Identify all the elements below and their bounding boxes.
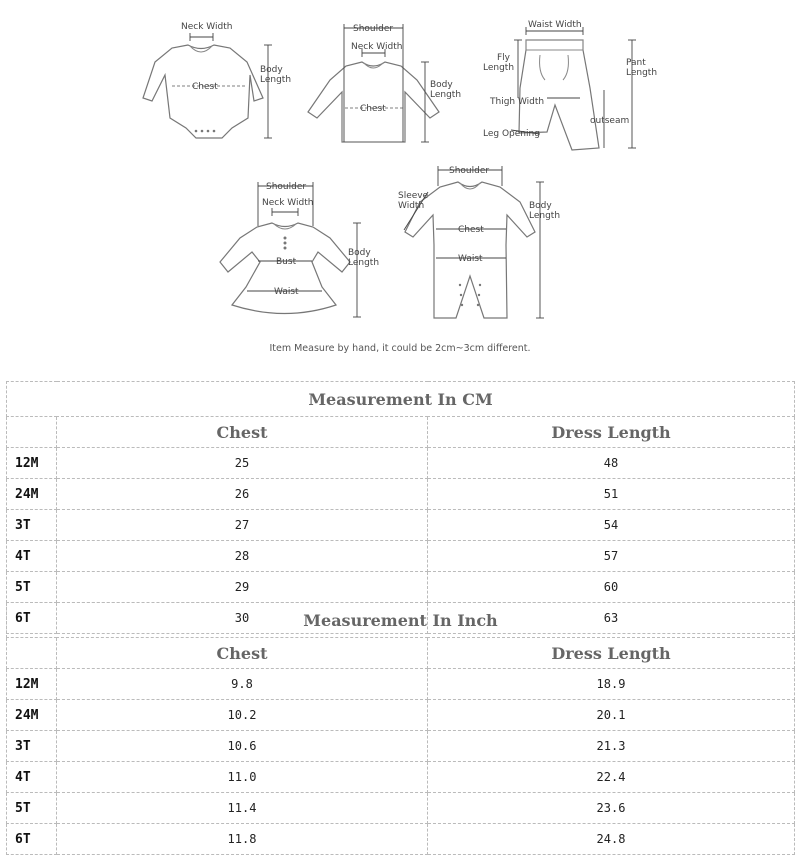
length-cell: 21.3 — [428, 731, 795, 762]
table-row — [7, 824, 795, 855]
chest-cell: 29 — [57, 572, 428, 603]
measurement-note: Item Measure by hand, it could be 2cm~3cm different. — [269, 343, 531, 354]
bodysuit-body-label: Body — [260, 65, 283, 75]
cm-header-dress-length: Dress Length — [428, 417, 795, 448]
bodysuit-neck-width-label: Neck Width — [181, 22, 233, 32]
romper-body-label: Body — [529, 201, 552, 211]
length-cell: 51 — [428, 479, 795, 510]
chest-cell: 11.4 — [57, 793, 428, 824]
romper-waist-label: Waist — [458, 254, 483, 264]
chest-cell: 9.8 — [57, 669, 428, 700]
table-row — [7, 762, 795, 793]
shirt-shoulder-label: Shoulder — [353, 24, 394, 34]
length-cell: 57 — [428, 541, 795, 572]
romper-length-label: Length — [529, 211, 561, 221]
length-cell: 20.1 — [428, 700, 795, 731]
chest-cell: 10.6 — [57, 731, 428, 762]
romper-width-label: Width — [398, 201, 425, 211]
cm-header-chest: Chest — [57, 417, 428, 448]
size-cell: 3T — [7, 510, 57, 541]
pants-thigh-width-label: Thigh Width — [490, 97, 545, 107]
length-cell: 63 — [428, 603, 795, 634]
bodysuit-diagram — [143, 22, 291, 138]
chest-cell: 10.2 — [57, 700, 428, 731]
size-cell: 4T — [7, 541, 57, 572]
shirt-chest-label: Chest — [360, 104, 386, 114]
length-cell: 22.4 — [428, 762, 795, 793]
size-cell: 6T — [7, 603, 57, 634]
table-row — [7, 541, 795, 572]
cm-table-title: Measurement In CM — [7, 382, 795, 417]
chest-cell: 28 — [57, 541, 428, 572]
size-cell: 5T — [7, 572, 57, 603]
dress-waist-label: Waist — [274, 287, 299, 297]
dress-diagram — [220, 182, 379, 317]
size-cell: 12M — [7, 669, 57, 700]
romper-sleeve-label: Sleeve — [398, 191, 429, 201]
length-cell: 60 — [428, 572, 795, 603]
dress-length-label: Length — [348, 258, 380, 268]
dress-shoulder-label: Shoulder — [266, 182, 307, 192]
inch-header-size — [7, 638, 57, 669]
pants-leg-opening-label: Leg Opening — [483, 129, 540, 139]
pants-fly-label: Fly — [497, 53, 511, 63]
size-cell: 12M — [7, 448, 57, 479]
length-cell: 18.9 — [428, 669, 795, 700]
inch-header-chest: Chest — [57, 638, 428, 669]
romper-diagram — [398, 166, 560, 318]
bodysuit-chest-label: Chest — [192, 82, 218, 92]
table-row — [7, 731, 795, 762]
table-row — [7, 448, 795, 479]
pants-diagram — [483, 20, 657, 150]
chest-cell: 30 — [57, 603, 428, 634]
table-row — [7, 793, 795, 824]
chest-cell: 25 — [57, 448, 428, 479]
shirt-diagram — [308, 24, 461, 142]
bodysuit-length-label: Length — [260, 75, 292, 85]
chest-cell: 26 — [57, 479, 428, 510]
table-row — [7, 572, 795, 603]
cm-header-size — [7, 417, 57, 448]
romper-chest-label: Chest — [458, 225, 484, 235]
dress-neck-width-label: Neck Width — [262, 198, 314, 208]
inch-table-title: Measurement In Inch — [7, 603, 795, 638]
shirt-length-label: Length — [430, 90, 462, 100]
measurement-diagrams — [0, 0, 800, 370]
dress-bust-label: Bust — [276, 257, 297, 267]
length-cell: 24.8 — [428, 824, 795, 855]
cm-size-table — [6, 381, 795, 634]
table-row — [7, 510, 795, 541]
table-row — [7, 700, 795, 731]
shirt-body-label: Body — [430, 80, 453, 90]
dress-body-label: Body — [348, 248, 371, 258]
chest-cell: 27 — [57, 510, 428, 541]
pants-pant-label: Pant — [626, 58, 646, 68]
length-cell: 54 — [428, 510, 795, 541]
pants-outseam-label: outseam — [590, 116, 630, 126]
garment-diagram-svg — [0, 0, 800, 370]
pants-fly-length-label: Length — [483, 63, 515, 73]
inch-header-dress-length: Dress Length — [428, 638, 795, 669]
chest-cell: 11.0 — [57, 762, 428, 793]
table-row — [7, 669, 795, 700]
pants-waist-width-label: Waist Width — [528, 20, 582, 30]
romper-shoulder-label: Shoulder — [449, 166, 490, 176]
pants-pant-length-label: Length — [626, 68, 658, 78]
size-cell: 4T — [7, 762, 57, 793]
inch-size-table — [6, 602, 795, 855]
length-cell: 48 — [428, 448, 795, 479]
shirt-neck-width-label: Neck Width — [351, 42, 403, 52]
size-cell: 5T — [7, 793, 57, 824]
chest-cell: 11.8 — [57, 824, 428, 855]
size-cell: 3T — [7, 731, 57, 762]
table-row — [7, 479, 795, 510]
size-cell: 6T — [7, 824, 57, 855]
length-cell: 23.6 — [428, 793, 795, 824]
size-cell: 24M — [7, 700, 57, 731]
size-cell: 24M — [7, 479, 57, 510]
